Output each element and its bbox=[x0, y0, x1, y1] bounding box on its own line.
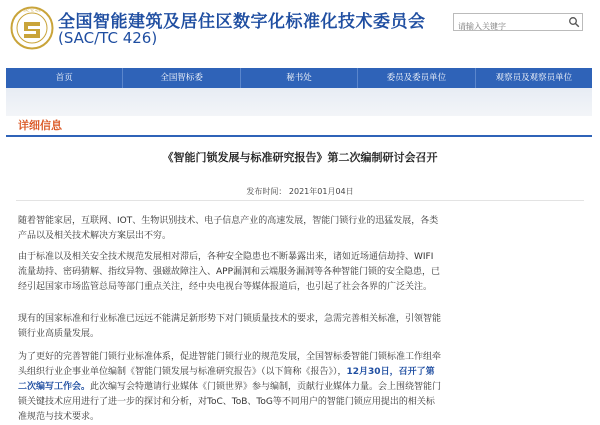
sac-logo-icon bbox=[10, 6, 54, 50]
article-paragraph-4 bbox=[18, 350, 442, 425]
section-title: 详细信息 bbox=[18, 119, 62, 132]
paragraph-text: 此次编写会特邀请行业媒体《门锁世界》参与编制，贡献行业媒体力量。会上围绕智能门锁关键技术应用进行了进一步的探讨和分析，对ToC、ToB、ToG等不同用户的智能门锁应用提出的相关标准规范与技术要求。 bbox=[18, 382, 442, 422]
highlight-text: 12月30日，召开了第二次编写工作会。 bbox=[18, 367, 435, 392]
article-paragraph-3: 现有的国家标准和行业标准已远远不能满足新形势下对门锁质量技术的要求，急需完善相关标准，引领智能锁行业高质量发展。 bbox=[18, 314, 442, 339]
paragraph-text: 为了更好的完善智能门锁行业标准体系，促进智能门锁行业的规范发展，全国智标委智能门锁标准工作组牵头组织行业企事业单位编制《智能门锁发展与标准研究报告》（以下简称《报告》）， bbox=[18, 352, 442, 377]
nav-item-home[interactable]: 首页 bbox=[6, 68, 123, 88]
banner-strip bbox=[6, 88, 592, 116]
svg-text:SAC TC 426: SAC TC 426 bbox=[23, 8, 41, 13]
article-paragraph-2: 由于标准以及相关安全技术规范发展相对滞后，各种安全隐患也不断暴露出来，诸如近场通信劫持、WIFI流量劫持、密码猜解、指纹异物、强磁故障注入、APP漏洞和云端服务漏洞等各种智能门锁的安全隐患，已经引起国家市场监管总局等部门重点关注，经中央电视台等媒体报道后，也引起了社会各界的广泛关注。 bbox=[18, 252, 441, 292]
main-nav bbox=[6, 68, 592, 88]
search-box bbox=[453, 13, 583, 31]
article-title: 《智能门锁发展与标准研究报告》第二次编制研讨会召开 bbox=[162, 151, 438, 164]
site-subtitle: (SAC/TC 426) bbox=[58, 29, 158, 47]
nav-item-committee[interactable]: 全国智标委 bbox=[123, 68, 240, 88]
section-header bbox=[6, 116, 592, 137]
site-header bbox=[0, 0, 600, 68]
publish-date: 发布时间： 2021年01月04日 bbox=[246, 187, 354, 196]
divider bbox=[16, 200, 584, 201]
nav-item-observers[interactable]: 观察员及观察员单位 bbox=[495, 73, 573, 83]
nav-item-secretariat[interactable]: 秘书处 bbox=[241, 68, 358, 88]
nav-item-members[interactable]: 委员及委员单位 bbox=[358, 68, 475, 88]
search-input[interactable] bbox=[454, 19, 570, 35]
site-title: 全国智能建筑及居住区数字化标准化技术委员会 bbox=[58, 12, 426, 32]
article-paragraph-1: 随着智能家居，互联网、IOT、生物识别技术、电子信息产业的高速发展，智能门锁行业的迅猛发展，各类产品以及相关技术解决方案层出不穷。 bbox=[18, 216, 439, 241]
search-icon[interactable] bbox=[568, 16, 580, 28]
